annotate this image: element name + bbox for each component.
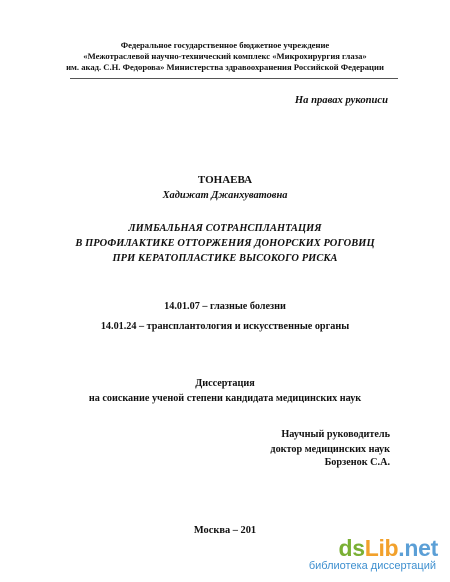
specialty-code-2: 14.01.24 – трансплантология и искусственные органы bbox=[100, 321, 350, 332]
thesis-title-line-1: ЛИМБАЛЬНАЯ СОТРАНСПЛАНТАЦИЯ bbox=[128, 223, 322, 234]
manuscript-rights-note: На правах рукописи bbox=[294, 95, 388, 106]
dslib-subtitle: библиотека диссертаций bbox=[308, 560, 436, 572]
dslib-logo: dsLib.net bbox=[338, 535, 438, 561]
city-year: Москва – 201 bbox=[193, 525, 257, 536]
institution-line-2: «Межотраслевой научно-технический комплекс «Микрохирургия глаза» bbox=[83, 51, 367, 61]
thesis-title-line-2: В ПРОФИЛАКТИКЕ ОТТОРЖЕНИЯ ДОНОРСКИХ РОГОВИЦ bbox=[75, 238, 375, 249]
dslib-watermark[interactable] bbox=[308, 535, 438, 576]
supervisor-role: Научный руководитель bbox=[281, 429, 390, 440]
dissertation-label: Диссертация bbox=[195, 378, 255, 389]
supervisor-name: Борзенок С.А. bbox=[324, 457, 390, 468]
dissertation-purpose: на соискание ученой степени кандидата медицинских наук bbox=[88, 393, 362, 404]
institution-line-3: им. акад. С.Н. Федорова» Министерства здравоохранения Российской Федерации bbox=[66, 62, 384, 72]
specialty-code-1: 14.01.07 – глазные болезни bbox=[164, 301, 286, 312]
thesis-title-line-3: ПРИ КЕРАТОПЛАСТИКЕ ВЫСОКОГО РИСКА bbox=[112, 253, 338, 264]
author-surname: ТОНАЕВА bbox=[197, 174, 253, 186]
institution-line-1: Федеральное государственное бюджетное учреждение bbox=[120, 40, 330, 50]
author-name: Хадижат Джанхуватовна bbox=[162, 190, 288, 201]
supervisor-degree: доктор медицинских наук bbox=[270, 444, 390, 455]
header-divider bbox=[70, 78, 398, 79]
